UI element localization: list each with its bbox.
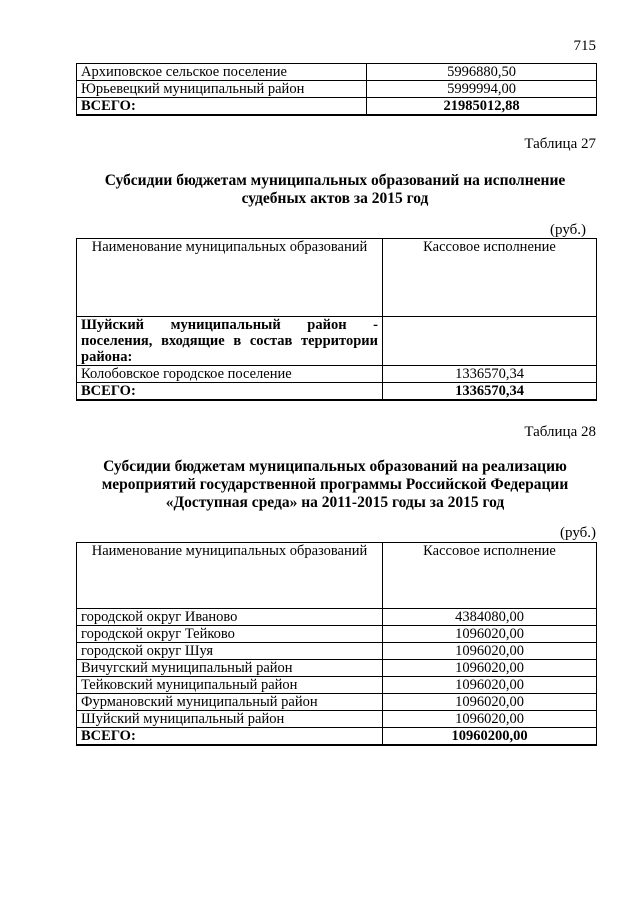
total-label: ВСЕГО: — [77, 383, 383, 401]
total-label: ВСЕГО: — [77, 728, 383, 746]
table-28 — [76, 542, 597, 746]
row-name: Колобовское городское поселение — [77, 366, 383, 383]
page-number: 715 — [573, 38, 596, 54]
total-label: ВСЕГО: — [77, 98, 367, 116]
row-value: 1096020,00 — [383, 677, 597, 694]
table-row — [77, 660, 597, 677]
header-value: Кассовое исполнение — [383, 239, 597, 317]
table-27 — [76, 238, 597, 401]
total-value: 1336570,34 — [383, 383, 597, 401]
table-row — [77, 64, 597, 81]
header-name: Наименование муниципальных образований — [77, 543, 383, 609]
total-row — [77, 98, 597, 116]
row-value: 5996880,50 — [367, 64, 597, 81]
row-name: Тейковский муниципальный район — [77, 677, 383, 694]
table-27-unit: (руб.) — [550, 222, 586, 238]
table-28-title-line: «Доступная среда» на 2011-2015 годы за 2015 год — [165, 494, 505, 511]
table-28-unit: (руб.) — [560, 525, 596, 541]
table-row — [77, 711, 597, 728]
table-27-title-line: Субсидии бюджетам муниципальных образований на исполнение — [104, 172, 566, 189]
row-name: Архиповское сельское поселение — [77, 64, 367, 81]
row-value: 1096020,00 — [383, 626, 597, 643]
header-value: Кассовое исполнение — [383, 543, 597, 609]
table-27-title-line: судебных актов за 2015 год — [241, 190, 429, 207]
table-row — [77, 81, 597, 98]
row-value: 1096020,00 — [383, 694, 597, 711]
top-table — [76, 63, 597, 116]
table-28-title — [70, 458, 600, 512]
total-row — [77, 383, 597, 401]
table-27-title — [70, 172, 600, 208]
row-name: Вичугский муниципальный район — [77, 660, 383, 677]
table-row — [77, 626, 597, 643]
table-28-label: Таблица 28 — [524, 424, 596, 440]
row-value: 1096020,00 — [383, 643, 597, 660]
total-value: 21985012,88 — [367, 98, 597, 116]
table-row — [77, 677, 597, 694]
total-value: 10960200,00 — [383, 728, 597, 746]
table-header-row — [77, 239, 597, 317]
row-value: 4384080,00 — [383, 609, 597, 626]
row-name: Шуйский муниципальный район — [77, 711, 383, 728]
total-row — [77, 728, 597, 746]
table-27-label: Таблица 27 — [524, 136, 596, 152]
row-name: Фурмановский муниципальный район — [77, 694, 383, 711]
row-value: 1096020,00 — [383, 711, 597, 728]
table-28-title-line: мероприятий государственной программы Российской Федерации — [101, 476, 569, 493]
table-row — [77, 694, 597, 711]
table-28-title-line: Субсидии бюджетам муниципальных образований на реализацию — [103, 458, 567, 475]
group-row — [77, 317, 597, 366]
table-header-row — [77, 543, 597, 609]
table-row — [77, 609, 597, 626]
row-name: городской округ Тейково — [77, 626, 383, 643]
group-value-empty — [383, 317, 597, 366]
header-name: Наименование муниципальных образований — [77, 239, 383, 317]
row-value: 1096020,00 — [383, 660, 597, 677]
row-name: городской округ Иваново — [77, 609, 383, 626]
group-label: Шуйский муниципальный район - поселения, входящие в состав территории района: — [77, 317, 383, 366]
table-row — [77, 366, 597, 383]
row-name: Юрьевецкий муниципальный район — [77, 81, 367, 98]
row-name: городской округ Шуя — [77, 643, 383, 660]
row-value: 5999994,00 — [367, 81, 597, 98]
table-row — [77, 643, 597, 660]
row-value: 1336570,34 — [383, 366, 597, 383]
